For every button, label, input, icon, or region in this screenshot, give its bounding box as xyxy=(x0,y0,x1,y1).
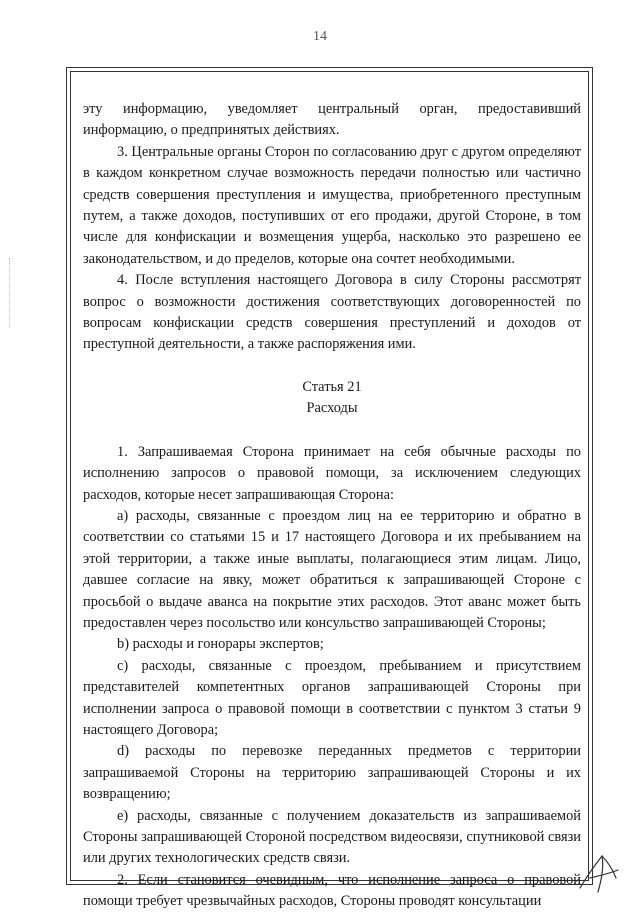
article-item-e: e) расходы, связанные с получением доказательств из запрашиваемой Стороны запрашивающей Стороной посредством видеосвязи, спутниковой связи или других технологических средств связи. xyxy=(83,807,581,867)
paragraph-continued: эту информацию, уведомляет центральный орган, предоставивший информацию, о предпринятых действиях. xyxy=(83,101,581,139)
paragraph-4: 4. После вступления настоящего Договора в силу Стороны рассмотрят вопрос о возможности достижения соответствующих договоренностей по вопросам конфискации средств совершения преступлений и доходов от преступной деятельности, а также распоряжения ими. xyxy=(83,272,581,353)
article-title: Расходы xyxy=(306,400,358,417)
article-paragraph-2: 2. Если становится очевидным, что исполнение запроса о правовой помощи требует чрезвычайных расходов, Стороны проводят консультации xyxy=(83,871,581,910)
article-item-b: b) расходы и гонорары экспертов; xyxy=(117,636,324,653)
paragraph-3: 3. Центральные органы Сторон по согласованию друг с другом определяют в каждом конкретном случае возможность передачи полностью или частично средств совершения преступления и имущества, приобретенного преступным путем, а также доходов, поступивших от его продажи, другой Стороне, в том числе для конфискации и возмещения ущерба, насколько это разрешено ее законодательством, и до пределов, которые она сочтет необходимыми. xyxy=(83,143,581,267)
edge-scan-mark xyxy=(9,258,12,328)
article-item-a: a) расходы, связанные с проездом лиц на ее территорию и обратно в соответствии со статьями 15 и 17 настоящего Договора и их пребыванием на этой территории, а также иные выплаты, полагающиеся этим лицам. Лицо, давшее согласие на явку, может обратиться к запрашивающей Стороне с просьбой о выдаче аванса на покрытие этих расходов. Этот аванс может быть предоставлен через посольство или консульство запрашивающей Стороны; xyxy=(83,507,581,631)
article-paragraph-1: 1. Запрашиваемая Сторона принимает на себя обычные расходы по исполнению запросов о правовой помощи, за исключением следующих расходов, которые несет запрашивающая Сторона: xyxy=(83,443,581,503)
handwritten-initials xyxy=(572,848,622,898)
article-number: Статья 21 xyxy=(302,378,362,395)
page-number: 14 xyxy=(313,29,327,44)
document-body xyxy=(83,99,581,913)
article-item-d: d) расходы по перевозке переданных предметов с территории запрашиваемой Стороны на территорию запрашивающей Стороны и их возвращению; xyxy=(83,743,581,803)
article-item-c: c) расходы, связанные с проездом, пребыванием и присутствием представителей компетентных органов запрашивающей Стороны при исполнении запроса о правовой помощи в соответствии с пунктом 3 статьи 9 настоящего Договора; xyxy=(83,657,581,738)
